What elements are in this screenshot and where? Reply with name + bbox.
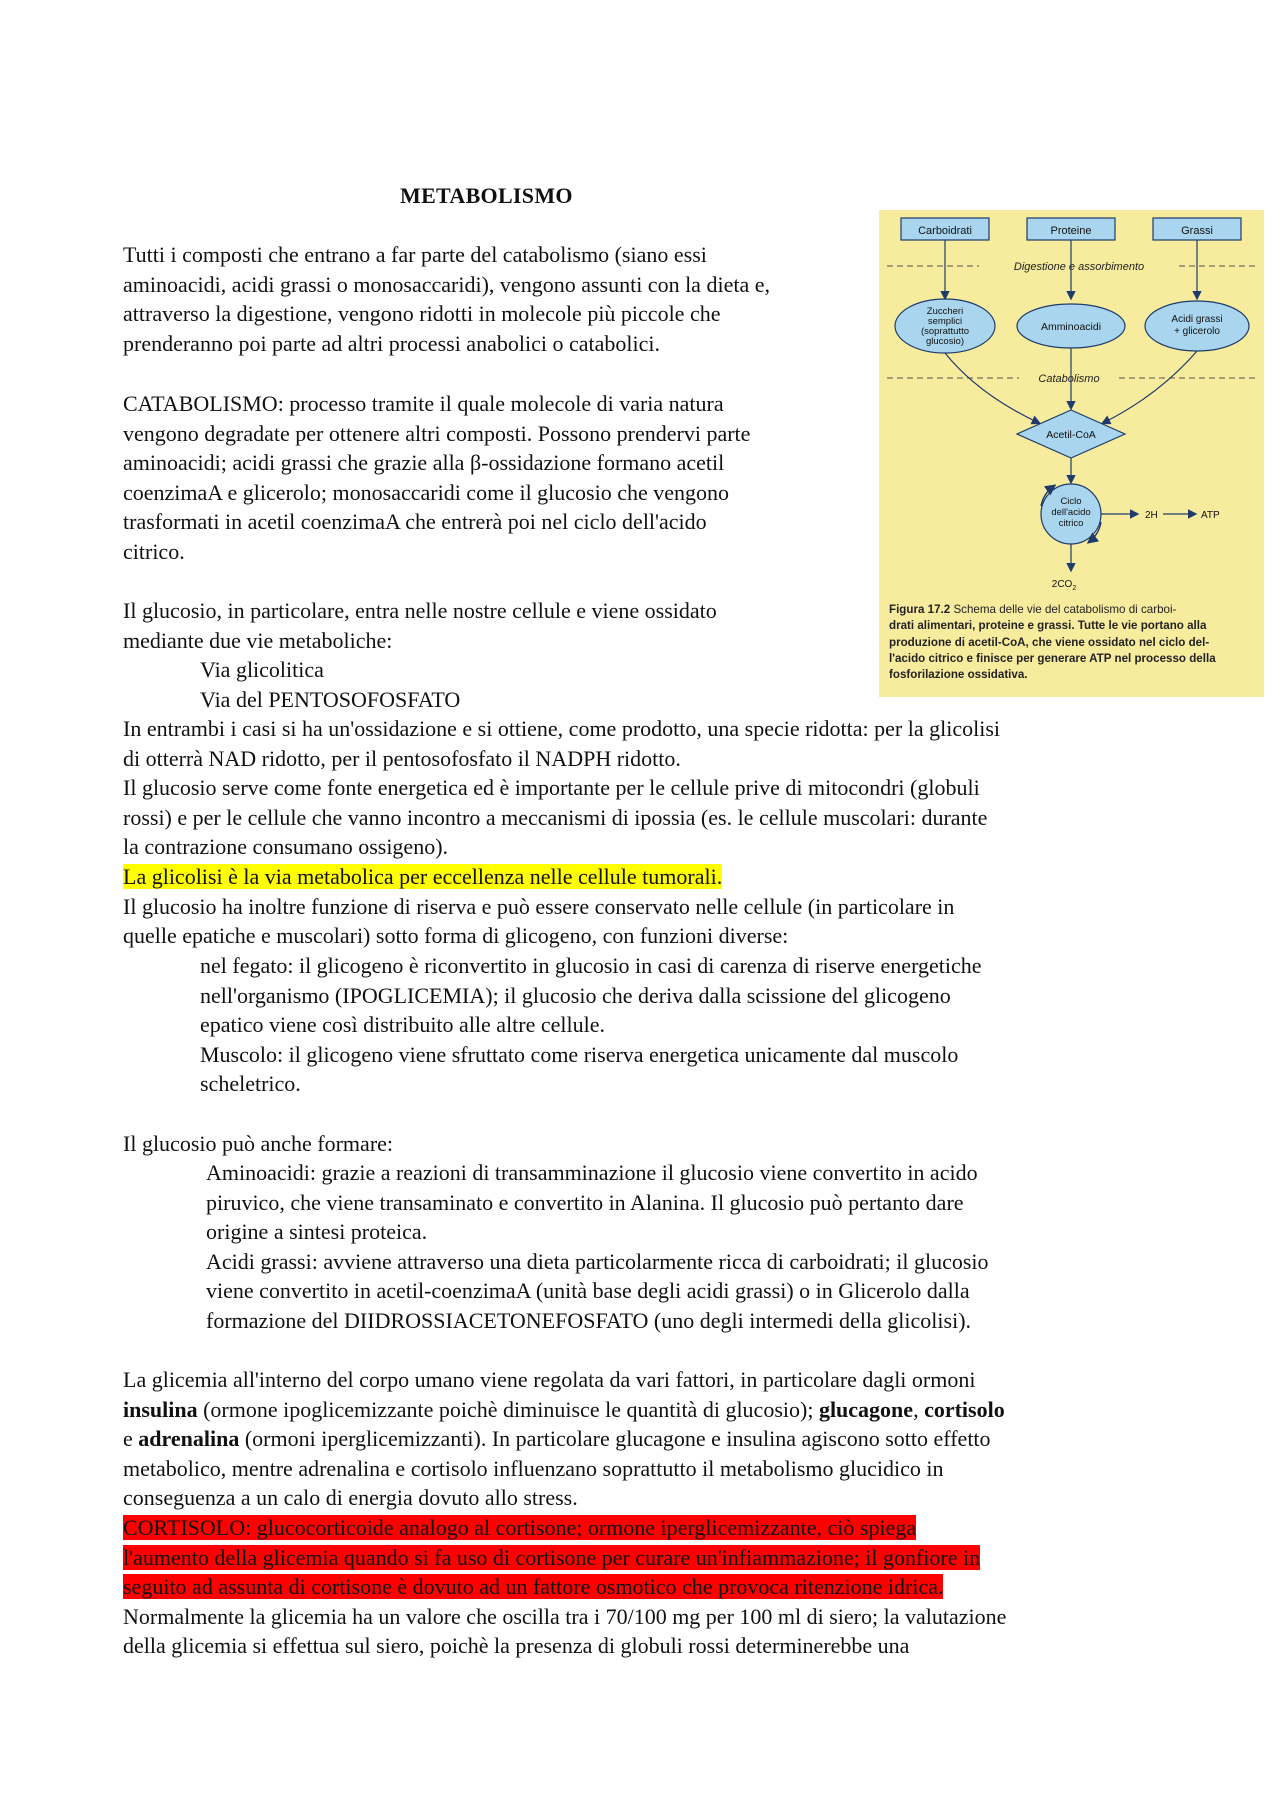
text-line: rossi) e per le cellule che vanno incontro a meccanismi di ipossia (es. le cellule muscolari: durante (123, 804, 988, 830)
catabolism-figure (879, 210, 1264, 697)
red-highlight: CORTISOLO: glucocorticoide analogo al cortisone; ormone iperglicemizzante, ciò spiega (123, 1514, 917, 1540)
vie-list (200, 655, 460, 714)
text-line: citrico. (123, 538, 185, 564)
arrow (1103, 351, 1197, 423)
list-item: Aminoacidi: grazie a reazioni di transamminazione il glucosio viene convertito in acido (206, 1160, 978, 1185)
arrow (945, 353, 1039, 423)
text-line: CATABOLISMO: processo tramite il quale molecole di varia natura (123, 391, 724, 416)
catabolismo-paragraph (123, 389, 750, 567)
caption-text: fosforilazione ossidativa. (889, 668, 1028, 682)
text-span: e (123, 1426, 139, 1452)
zuccheri-label: semplici (927, 316, 963, 327)
glicemia-paragraph (123, 1365, 1006, 1661)
atp-label: ATP (1201, 510, 1220, 521)
text-line: mediante due vie metaboliche: (123, 627, 393, 653)
list-item: Via glicolitica (200, 657, 324, 682)
text-span: , (913, 1396, 925, 1422)
acidi-label: Acidi grassi (1171, 314, 1223, 325)
co2-subscript: 2 (1072, 585, 1077, 592)
text-line: Il glucosio ha inoltre funzione di riserva e può essere conservato nelle cellule (in particolare in (123, 893, 955, 919)
co2-label (1052, 579, 1077, 592)
text-line: prenderanno poi parte ad altri processi anabolici o catabolici. (123, 330, 660, 356)
proteine-label: Proteine (1050, 225, 1092, 237)
text-line: Normalmente la glicemia ha un valore che oscilla tra i 70/100 mg per 100 ml di siero; la valutazione (123, 1603, 1007, 1629)
text-span: (ormoni iperglicemizzanti). In particolare glucagone e insulina agiscono sotto effetto (239, 1426, 991, 1452)
text-line: vengono degradate per ottenere altri composti. Possono prendervi parte (123, 420, 751, 446)
text-line: aminoacidi; acidi grassi che grazie alla β-ossidazione formano acetil (123, 450, 725, 476)
catabolismo-label: Catabolismo (1038, 373, 1100, 385)
ossidazione-paragraph (123, 714, 1000, 951)
figure-label: Figura 17.2 (889, 603, 951, 616)
list-item: viene convertito in acetil-coenzimaA (unità base degli acidi grassi) o in Glicerolo dalla (206, 1278, 970, 1304)
list-item: nell'organismo (IPOGLICEMIA); il glucosio che deriva dalla scissione del glicogeno (200, 982, 951, 1008)
formare-intro: Il glucosio può anche formare: (123, 1131, 394, 1156)
text-line: In entrambi i casi si ha un'ossidazione e si ottiene, come prodotto, una specie ridotta: per la glicolisi (123, 716, 1001, 741)
h2-label: 2H (1145, 510, 1158, 521)
text-line (123, 1395, 1006, 1425)
yellow-highlight: La glicolisi è la via metabolica per eccellenza nelle cellule tumorali. (123, 863, 723, 889)
list-item: scheletrico. (200, 1071, 301, 1097)
red-highlight: seguito ad assunta di cortisone è dovuto ad un fattore osmotico che provoca ritenzione idrica. (123, 1574, 944, 1600)
text-line: della glicemia si effettua sul siero, poichè la presenza di globuli rossi determinerebbe una (123, 1633, 910, 1659)
text-line: La glicemia all'interno del corpo umano viene regolata da vari fattori, in particolare dagli ormoni (123, 1367, 976, 1392)
list-item: piruvico, che viene transaminato e convertito in Alanina. Il glucosio può pertanto dare (206, 1189, 964, 1215)
acetil-label: Acetil-CoA (1046, 429, 1096, 441)
insulina-term: insulina (123, 1396, 198, 1422)
co2-text: 2CO (1051, 579, 1073, 590)
adrenalina-term: adrenalina (138, 1426, 240, 1452)
grassi-label: Grassi (1181, 225, 1213, 237)
list-item: nel fegato: il glicogeno è riconvertito in glucosio in casi di carenza di riserve energetiche (200, 953, 982, 978)
text-line: la contrazione consumano ossigeno). (123, 834, 449, 860)
text-line: metabolico, mentre adrenalina e cortisolo influenzano soprattutto il metabolismo glucidico in (123, 1455, 944, 1481)
caption-text: Schema delle vie del catabolismo di carboi- (950, 603, 1177, 616)
intro-paragraph (123, 240, 770, 358)
text-line (123, 1424, 1006, 1454)
text-line: Il glucosio serve come fonte energetica ed è importante per le cellule prive di mitocondri (globuli (123, 775, 980, 801)
glucagone-term: glucagone (818, 1396, 914, 1422)
text-line: trasformati in acetil coenzimaA che entrerà poi nel ciclo dell'acido (123, 509, 707, 535)
red-highlight: l'aumento della glicemia quando si fa uso di cortisone per curare un'infiammazione; il gonfiore in (123, 1544, 981, 1570)
formare-list (206, 1158, 989, 1336)
catabolism-diagram (879, 210, 1264, 602)
text-line: di otterrà NAD ridotto, per il pentosofosfato il NADPH ridotto. (123, 745, 681, 771)
glucosio-paragraph (123, 596, 717, 655)
list-item: Muscolo: il glicogeno viene sfruttato come riserva energetica unicamente dal muscolo (200, 1041, 959, 1067)
caption-text: produzione di acetil-CoA, che viene ossidato nel ciclo del- (889, 635, 1210, 649)
carboidrati-label: Carboidrati (918, 225, 972, 237)
zuccheri-label: Zuccheri (926, 306, 964, 317)
ciclo-label: dell'acido (1051, 507, 1091, 518)
riserva-list (200, 951, 982, 1099)
ciclo-label: citrico (1058, 518, 1084, 529)
list-item: Acidi grassi: avviene attraverso una dieta particolarmente ricca di carboidrati; il glucosio (206, 1248, 989, 1274)
cortisolo-term: cortisolo (924, 1396, 1005, 1422)
text-line: aminoacidi, acidi grassi o monosaccaridi), vengono assunti con la dieta e, (123, 271, 770, 297)
text-line: Il glucosio, in particolare, entra nelle nostre cellule e viene ossidato (123, 598, 717, 623)
text-line: conseguenza a un calo di energia dovuto allo stress. (123, 1485, 578, 1511)
text-line: quelle epatiche e muscolari) sotto forma di glicogeno, con funzioni diverse: (123, 923, 789, 949)
caption-text: drati alimentari, proteine e grassi. Tutte le vie portano alla (889, 619, 1207, 633)
text-span: (ormone ipoglicemizzante poichè diminuisce le quantità di glucosio); (197, 1396, 819, 1422)
acidi-label: + glicerolo (1174, 326, 1220, 337)
zuccheri-label: (soprattutto (920, 326, 970, 337)
ciclo-label: Ciclo (1060, 496, 1082, 507)
list-item: origine a sintesi proteica. (206, 1219, 428, 1245)
text-line: attraverso la digestione, vengono ridotti in molecole più piccole che (123, 301, 721, 327)
list-item: formazione del DIIDROSSIACETONEFOSFATO (uno degli intermedi della glicolisi). (206, 1307, 972, 1333)
highlighted-line (123, 862, 1000, 892)
list-item: Via del PENTOSOFOSFATO (200, 686, 461, 712)
amminoacidi-label: Amminoacidi (1040, 321, 1102, 333)
page-title: METABOLISMO (400, 183, 573, 208)
text-line: coenzimaA e glicerolo; monosaccaridi come il glucosio che vengono (123, 479, 730, 505)
text-line: Tutti i composti che entrano a far parte del catabolismo (siano essi (123, 242, 707, 267)
caption-text: l'acido citrico e finisce per generare ATP nel processo della (889, 651, 1216, 665)
list-item: epatico viene così distribuito alle altre cellule. (200, 1012, 606, 1038)
zuccheri-label: glucosio) (925, 336, 965, 347)
digestione-label: Digestione e assorbimento (1013, 261, 1145, 273)
figure-caption (889, 602, 1257, 683)
